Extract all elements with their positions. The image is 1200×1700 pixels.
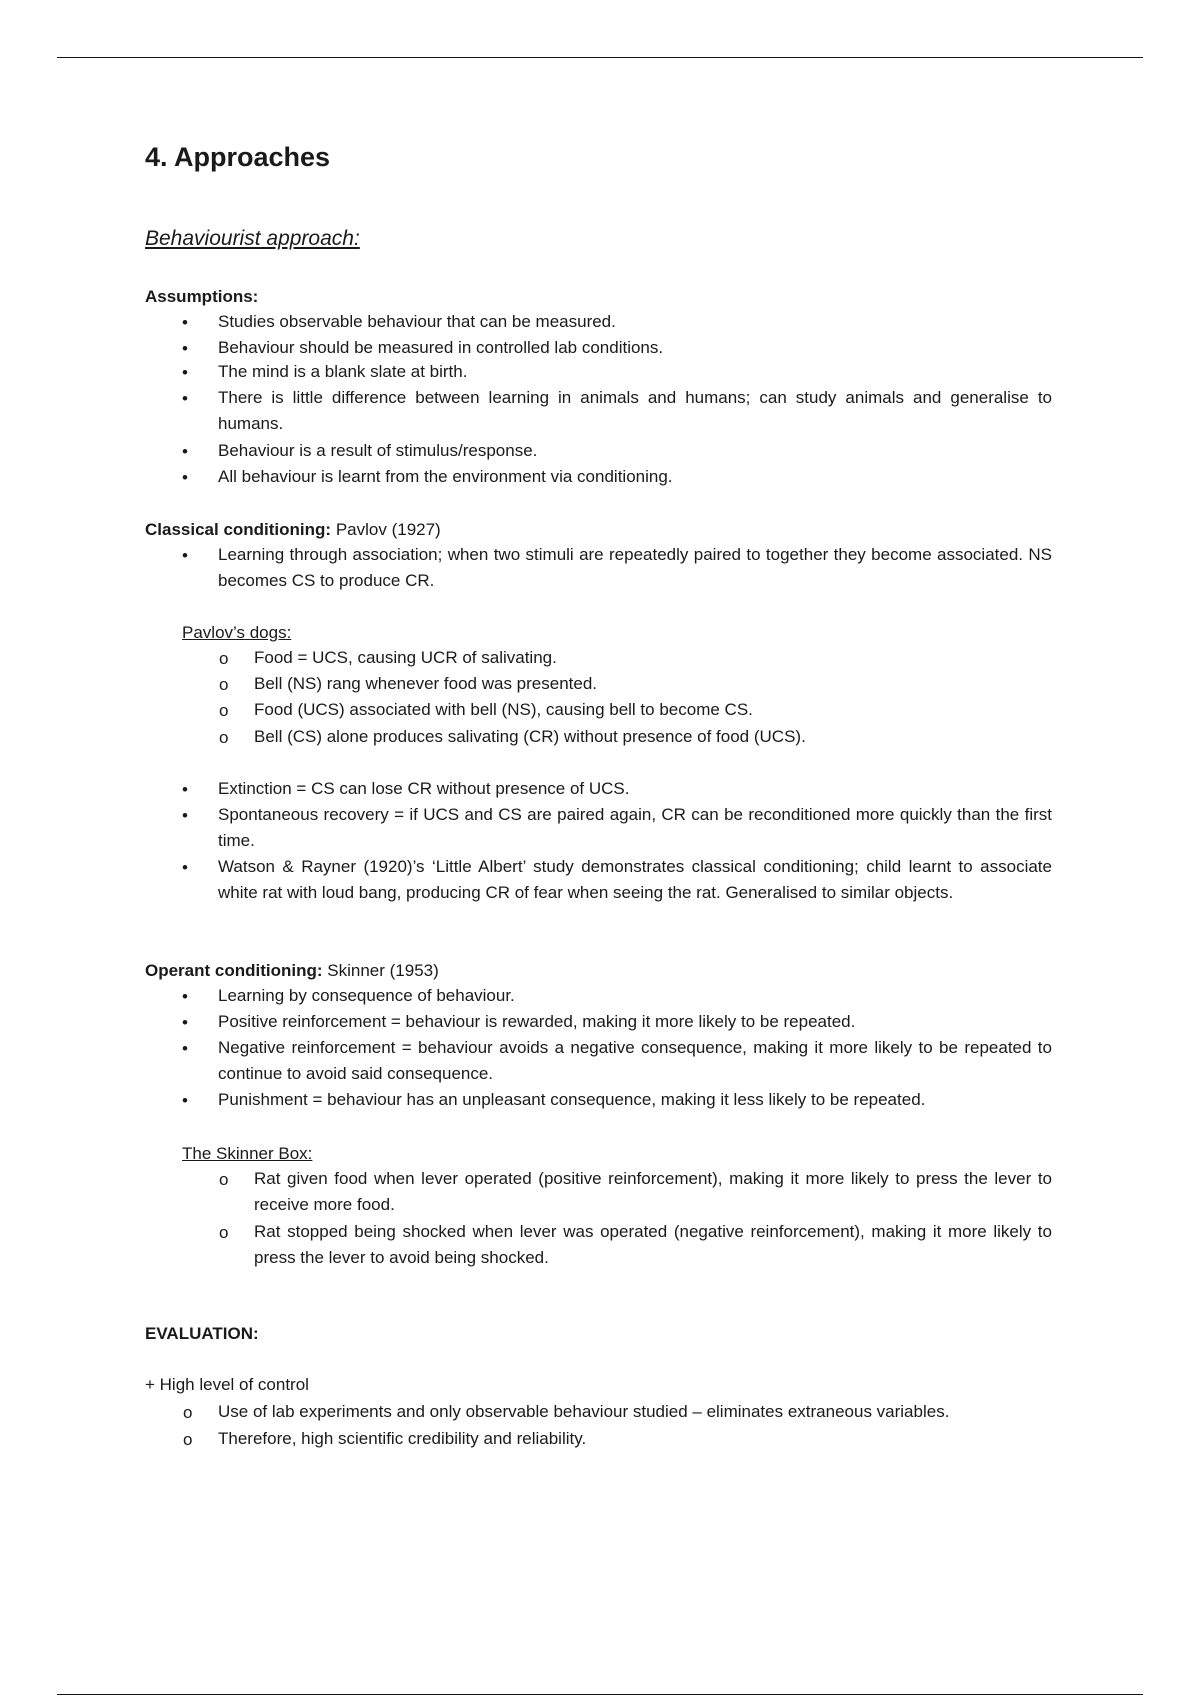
list-item: Punishment = behaviour has an unpleasant consequence, making it less likely to be repeated. [218, 1090, 926, 1109]
bullet-icon: • [182, 1091, 188, 1110]
bullet-icon: • [182, 363, 188, 382]
pavlov-heading: Pavlov’s dogs: [182, 623, 292, 642]
list-item: Use of lab experiments and only observable behaviour studied – eliminates extraneous variables. [218, 1402, 950, 1421]
list-item: Behaviour should be measured in controlled lab conditions. [218, 338, 664, 357]
list-item: Studies observable behaviour that can be measured. [218, 312, 616, 331]
evaluation-point: + High level of control [145, 1375, 309, 1394]
bullet-icon: • [182, 1039, 188, 1058]
bullet-icon: • [182, 987, 188, 1006]
operant-heading: Operant conditioning: Skinner (1953) [145, 961, 439, 980]
circle-bullet-icon: o [219, 1223, 229, 1242]
evaluation-heading: EVALUATION: [145, 1324, 259, 1343]
circle-bullet-icon: o [183, 1403, 193, 1422]
list-item: Learning through association; when two stimuli are repeatedly paired to together they become associated. NS becomes CS to produce CR. [218, 545, 1052, 590]
list-item: Extinction = CS can lose CR without presence of UCS. [218, 779, 630, 798]
skinner-box-heading: The Skinner Box: [182, 1144, 313, 1163]
list-item: Learning by consequence of behaviour. [218, 986, 515, 1005]
approach-subheading: Behaviourist approach: [145, 227, 360, 250]
list-item: Positive reinforcement = behaviour is rewarded, making it more likely to be repeated. [218, 1012, 856, 1031]
list-item: Spontaneous recovery = if UCS and CS are paired again, CR can be reconditioned more quickly than the first time. [218, 805, 1052, 850]
operant-citation: Skinner (1953) [327, 961, 439, 980]
bullet-icon: • [182, 1013, 188, 1032]
list-item: Rat given food when lever operated (positive reinforcement), making it more likely to press the lever to receive more food. [254, 1169, 1052, 1214]
circle-bullet-icon: o [219, 701, 229, 720]
list-item: Bell (NS) rang whenever food was presented. [254, 674, 598, 693]
top-rule [57, 57, 1143, 58]
list-item: Rat stopped being shocked when lever was operated (negative reinforcement), making it more likely to press the lever to avoid being shocked. [254, 1222, 1052, 1267]
list-item: Behaviour is a result of stimulus/response. [218, 441, 538, 460]
assumptions-heading: Assumptions: [145, 287, 259, 306]
list-item: Watson & Rayner (1920)’s ‘Little Albert’ study demonstrates classical conditioning; child learnt to associate white rat with loud bang, producing CR of fear when seeing the rat. Generalised to similar objects. [218, 857, 1052, 902]
circle-bullet-icon: o [219, 1170, 229, 1189]
bullet-icon: • [182, 442, 188, 461]
bullet-icon: • [182, 780, 188, 799]
bullet-icon: • [182, 313, 188, 332]
list-item: Food = UCS, causing UCR of salivating. [254, 648, 557, 667]
bullet-icon: • [182, 546, 188, 565]
list-item: Bell (CS) alone produces salivating (CR) without presence of food (UCS). [254, 727, 806, 746]
bottom-rule [57, 1694, 1143, 1695]
list-item: Food (UCS) associated with bell (NS), causing bell to become CS. [254, 700, 753, 719]
bullet-icon: • [182, 858, 188, 877]
classical-heading: Classical conditioning: Pavlov (1927) [145, 520, 441, 539]
list-item: Negative reinforcement = behaviour avoids a negative consequence, making it more likely to be repeated to continue to avoid said consequence. [218, 1038, 1052, 1083]
circle-bullet-icon: o [183, 1430, 193, 1449]
circle-bullet-icon: o [219, 728, 229, 747]
bullet-icon: • [182, 806, 188, 825]
list-item: There is little difference between learning in animals and humans; can study animals and generalise to humans. [218, 388, 1052, 433]
bullet-icon: • [182, 389, 188, 408]
list-item: The mind is a blank slate at birth. [218, 362, 468, 381]
list-item: All behaviour is learnt from the environment via conditioning. [218, 467, 673, 486]
circle-bullet-icon: o [219, 649, 229, 668]
bullet-icon: • [182, 468, 188, 487]
list-item: Therefore, high scientific credibility and reliability. [218, 1429, 587, 1448]
bullet-icon: • [182, 339, 188, 358]
circle-bullet-icon: o [219, 675, 229, 694]
classical-citation: Pavlov (1927) [335, 520, 441, 539]
page-title: 4. Approaches [145, 142, 331, 172]
